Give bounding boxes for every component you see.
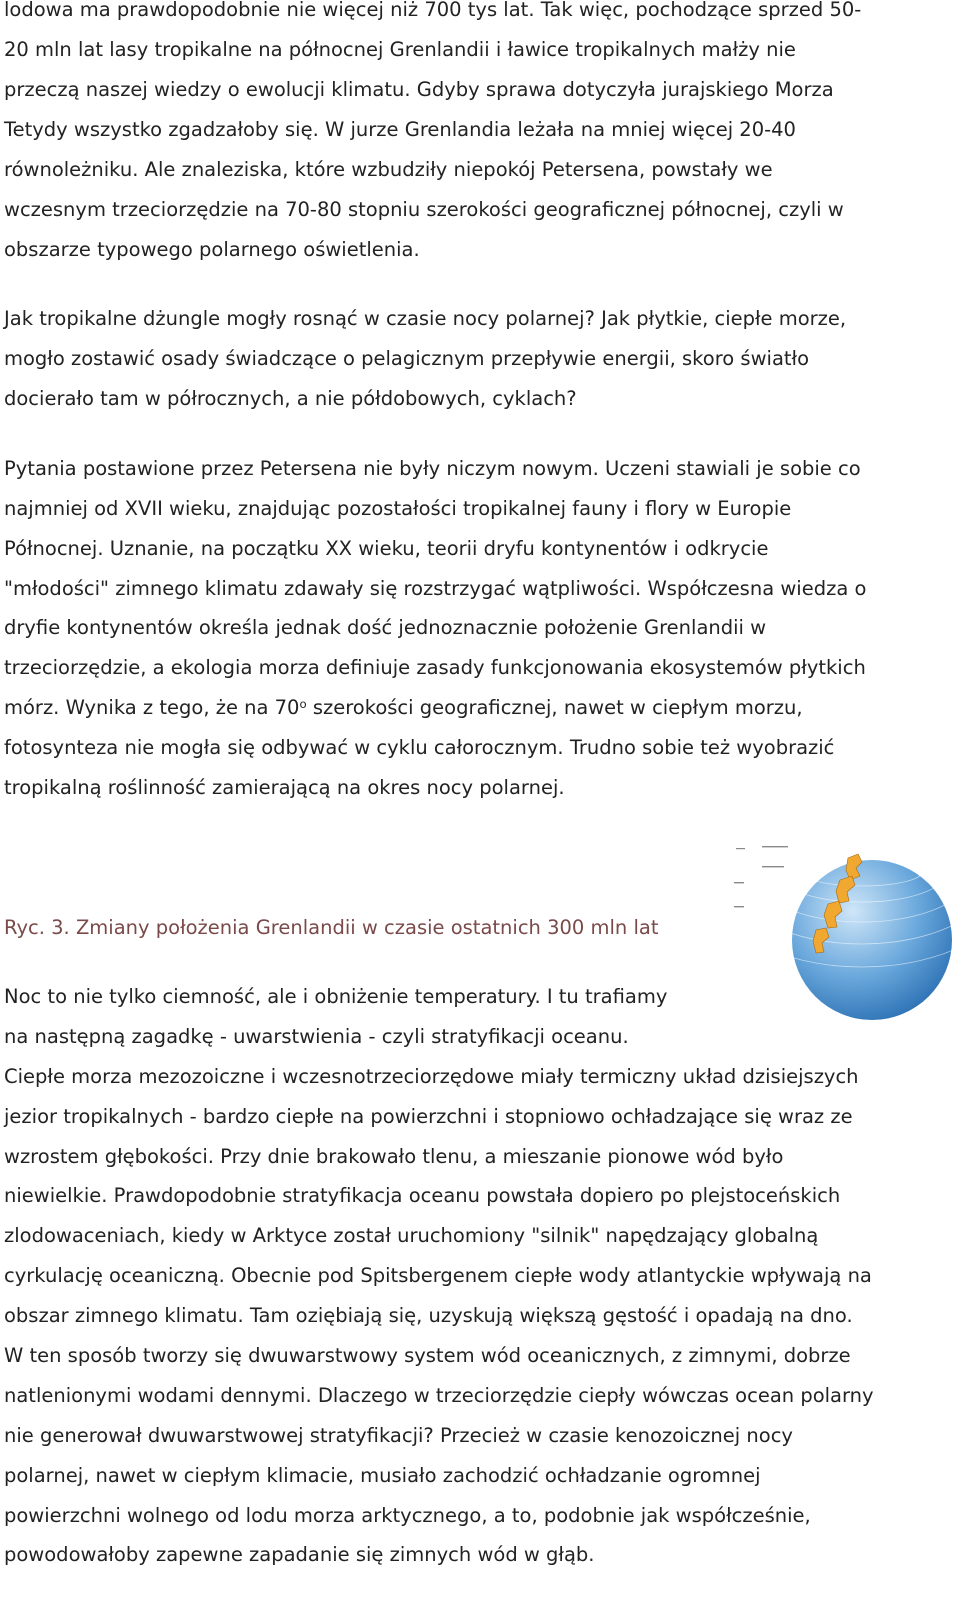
- text-line: obszarze typowego polarnego oświetlenia.: [4, 238, 420, 261]
- text-line: równoleżniku. Ale znaleziska, które wzbudziły niepokój Petersena, powstały we: [4, 158, 773, 181]
- legend-marks: [734, 846, 788, 907]
- text-line: Ciepłe morza mezozoiczne i wczesnotrzeciorzędowe miały termiczny układ dzisiejszych: [4, 1065, 859, 1088]
- text-line: nie generował dwuwarstwowej stratyfikacji? Przecież w czasie kenozoicznej nocy: [4, 1424, 793, 1447]
- text-line: Pytania postawione przez Petersena nie były niczym nowym. Uczeni stawiali je sobie co: [4, 457, 861, 480]
- text-line: wczesnym trzeciorzędzie na 70-80 stopniu szerokości geograficznej północnej, czyli w: [4, 198, 844, 221]
- text-line: cyrkulację oceaniczną. Obecnie pod Spitsbergenem ciepłe wody atlantyckie wpływają na: [4, 1264, 872, 1287]
- text-line: Tetydy wszystko zgadzałoby się. W jurze Grenlandia leżała na mniej więcej 20-40: [4, 118, 796, 141]
- text-line: polarnej, nawet w ciepłym klimacie, musiało zachodzić ochładzanie ogromnej: [4, 1464, 761, 1487]
- text-line: Noc to nie tylko ciemność, ale i obniżenie temperatury. I tu trafiamy: [4, 985, 668, 1008]
- text-line: Północnej. Uznanie, na początku XX wieku, teorii dryfu kontynentów i odkrycie: [4, 537, 769, 560]
- text-line: natlenionymi wodami dennymi. Dlaczego w trzeciorzędzie ciepły wówczas ocean polarny: [4, 1384, 874, 1407]
- text-line: dryfie kontynentów określa jednak dość jednoznacznie położenie Grenlandii w: [4, 616, 767, 639]
- text-line: docierało tam w półrocznych, a nie półdobowych, cyklach?: [4, 387, 577, 410]
- globe-greenland-positions-icon: [722, 842, 960, 1020]
- text-line: zlodowaceniach, kiedy w Arktyce został uruchomiony "silnik" napędzający globalną: [4, 1224, 819, 1247]
- degree-superscript: o: [299, 696, 307, 711]
- text-line: 20 mln lat lasy tropikalne na północnej Grenlandii i ławice tropikalnych małży nie: [4, 38, 796, 61]
- text-line: Jak tropikalne dżungle mogły rosnąć w czasie nocy polarnej? Jak płytkie, ciepłe morze,: [4, 307, 847, 330]
- text-line: mogło zostawić osady świadczące o pelagicznym przepływie energii, skoro światło: [4, 347, 810, 370]
- text-line: tropikalną roślinność zamierającą na okres nocy polarnej.: [4, 776, 565, 799]
- text-segment: szerokości geograficznej, nawet w ciepłym morzu,: [306, 696, 803, 719]
- text-line: lodowa ma prawdopodobnie nie więcej niż 700 tys lat. Tak więc, pochodzące sprzed 50-: [4, 0, 862, 21]
- text-line: fotosynteza nie mogła się odbywać w cyklu całorocznym. Trudno sobie też wyobrazić: [4, 736, 835, 759]
- text-segment: mórz. Wynika z tego, że na 70: [4, 696, 300, 719]
- text-line: wzrostem głębokości. Przy dnie brakowało tlenu, a mieszanie pionowe wód było: [4, 1145, 784, 1168]
- text-line: "młodości" zimnego klimatu zdawały się rozstrzygać wątpliwości. Współczesna wiedza o: [4, 577, 867, 600]
- text-line: najmniej od XVII wieku, znajdując pozostałości tropikalnej fauny i flory w Europie: [4, 497, 792, 520]
- text-line: przeczą naszej wiedzy o ewolucji klimatu. Gdyby sprawa dotyczyła jurajskiego Morza: [4, 78, 834, 101]
- figure-caption: Ryc. 3. Zmiany położenia Grenlandii w czasie ostatnich 300 mln lat: [4, 916, 659, 939]
- text-line: W ten sposób tworzy się dwuwarstwowy system wód oceanicznych, z zimnymi, dobrze: [4, 1344, 851, 1367]
- text-line: niewielkie. Prawdopodobnie stratyfikacja oceanu powstała dopiero po plejstoceńskich: [4, 1184, 841, 1207]
- text-line: powierzchni wolnego od lodu morza arktycznego, a to, podobnie jak współcześnie,: [4, 1504, 811, 1527]
- text-line: powodowałoby zapewne zapadanie się zimnych wód w głąb.: [4, 1543, 595, 1566]
- text-line-with-superscript: [4, 688, 803, 728]
- text-line: jezior tropikalnych - bardzo ciepłe na powierzchni i stopniowo ochładzające się wraz ze: [4, 1105, 853, 1128]
- text-line: obszar zimnego klimatu. Tam oziębiają się, uzyskują większą gęstość i opadają na dno.: [4, 1304, 853, 1327]
- globe-figure: [722, 842, 960, 1020]
- text-line: trzeciorzędzie, a ekologia morza definiuje zasady funkcjonowania ekosystemów płytkich: [4, 656, 866, 679]
- text-line: na następną zagadkę - uwarstwienia - czyli stratyfikacji oceanu.: [4, 1025, 629, 1048]
